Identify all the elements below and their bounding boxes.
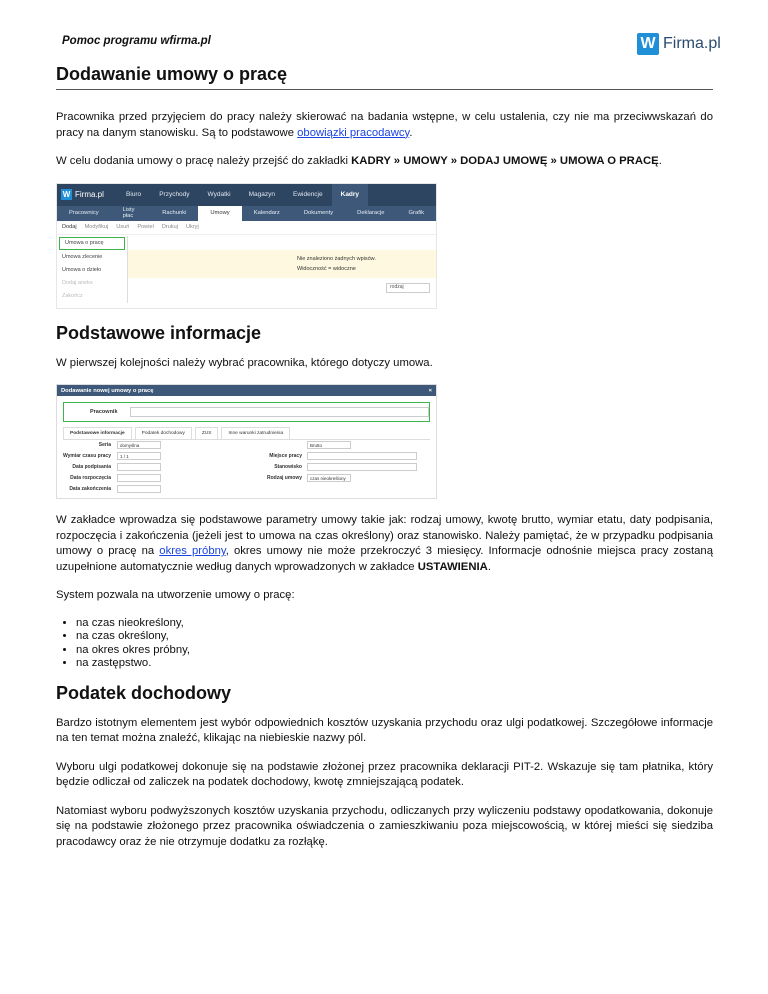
list-item: • na zastępstwo. bbox=[76, 657, 713, 671]
s1-nav-kadry: Kadry bbox=[332, 184, 368, 206]
intro-paragraph-1: Pracownika przed przyjęciem do pracy należy skierować na badania wstępne, w celu ustalenia, czy nie ma przeciwwskazań do pracy na danym stanowisku. Są to podstawowe obowiązki pracodawcy. bbox=[56, 111, 713, 139]
s1-menu-umowa-o-dzielo: Umowa o dzieło bbox=[62, 267, 102, 273]
section2-paragraph-2: Wyboru ulgi podatkowej dokonuje się na podstawie złożonej przez pracownika deklaracji PIT-2. Wskazuje się tam płatnika, który będzie odliczał od zaliczek na podatek dochodowy, kwotę zmniejszającą podatek. bbox=[56, 760, 713, 788]
s1-sub-rachunki: Rachunki bbox=[162, 210, 187, 216]
s2-tab-inne: Inne warunki zatrudnienia bbox=[221, 427, 290, 439]
s1-nav-wydatki: Wydatki bbox=[207, 191, 231, 198]
s2-fld-seria: domyślna bbox=[117, 441, 161, 449]
s2-tab-podstawowe: Podstawowe informacje bbox=[63, 427, 132, 439]
s2-lbl-rozpoczecia: Data rozpoczęcia bbox=[70, 474, 111, 481]
s2-fld-rozpoczecia bbox=[117, 474, 161, 482]
s1-tool-modyfikuj: Modyfikuj bbox=[84, 224, 109, 230]
s1-nav-magazyn: Magazyn bbox=[248, 191, 275, 198]
header-note: Pomoc programu wfirma.pl bbox=[62, 35, 211, 47]
s1-sub-umowy: Umowy bbox=[198, 206, 241, 221]
s1-tool-powiel: Powiel bbox=[137, 224, 154, 230]
s2-pracownik-field bbox=[130, 407, 429, 417]
s1-menu-dodaj-aneks: Dodaj aneks bbox=[62, 280, 93, 286]
s2-close-icon: × bbox=[428, 387, 432, 394]
s1-info-line-1: Nie znaleziono żadnych wpisów. bbox=[297, 255, 376, 262]
s1-sub-deklaracje: Deklaracje bbox=[357, 210, 385, 216]
s1-tool-ukryj: Ukryj bbox=[185, 224, 199, 230]
section-heading-podstawowe: Podstawowe informacje bbox=[56, 322, 262, 343]
s2-fld-brutto: Brutto bbox=[307, 441, 351, 449]
s1-info-box bbox=[128, 250, 436, 278]
s1-nav-ewidencje: Ewidencje bbox=[292, 191, 323, 198]
screenshot-kadry-umowy bbox=[56, 183, 437, 309]
s1-dropdown-menu bbox=[57, 236, 128, 303]
s1-menu-umowa-zlecenie: Umowa zlecenie bbox=[62, 254, 103, 260]
s2-lbl-miejsce: Miejsce pracy bbox=[269, 452, 302, 459]
s2-fld-wymiar: 1 / 1 bbox=[117, 452, 161, 460]
s2-fld-rodzaj: czas nieokreślony bbox=[307, 474, 351, 482]
s1-logo-text: Firma.pl bbox=[75, 190, 104, 199]
s2-fld-stanowisko bbox=[307, 463, 417, 471]
list-item: • na okres okres próbny, bbox=[76, 644, 713, 658]
s2-fld-miejsce bbox=[307, 452, 417, 460]
document-content bbox=[56, 64, 713, 863]
s1-sub-pracownicy: Pracownicy bbox=[69, 210, 99, 216]
s2-tab-zus: ZUS bbox=[195, 427, 219, 439]
section2-paragraph-3: Natomiast wyboru podwyższonych kosztów uzyskania przychodu, odliczanych przy wyliczeniu podstawy opodatkowania, dokonuje się na podstawie złożonego przez pracownika oświadczenia o zamieszkiwaniu poza miejscowością, w której mieści się siedziba pracodawcy oraz że nie otrzymuje dodatku za rozłąkę. bbox=[56, 804, 713, 848]
page-title: Dodawanie umowy o pracę bbox=[56, 64, 713, 90]
contract-types-list bbox=[76, 617, 713, 671]
s1-info-line-2: Widoczność = widoczne bbox=[297, 265, 356, 272]
screenshot-dodawanie-umowy bbox=[56, 384, 437, 499]
s1-sub-kalendarz: Kalendarz bbox=[253, 210, 280, 216]
section1-paragraph-1: W pierwszej kolejności należy wybrać pracownika, którego dotyczy umowa. bbox=[56, 356, 433, 369]
section2-paragraph-1: Bardzo istotnym elementem jest wybór odpowiednich kosztów uzyskania przychodu oraz ulgi podatkowej. Szczegółowe informacje na ten temat można znaleźć, klikając na niebieskie nazwy pól. bbox=[56, 716, 713, 744]
s2-fld-podpisania bbox=[117, 463, 161, 471]
s1-logo-mark: W bbox=[62, 190, 71, 199]
s2-lbl-stanowisko: Stanowisko bbox=[274, 463, 302, 470]
s2-lbl-rodzaj: Rodzaj umowy bbox=[266, 474, 302, 481]
s2-pracownik-label: Pracownik bbox=[90, 409, 118, 415]
list-item: • na czas określony, bbox=[76, 630, 713, 644]
section1-paragraph-3: System pozwala na utworzenie umowy o pracę: bbox=[56, 589, 295, 601]
intro-paragraph-2: W celu dodania umowy o pracę należy przejść do zakładki KADRY » UMOWY » DODAJ UMOWĘ » UMOWA O PRACĘ. bbox=[56, 155, 662, 167]
s2-lbl-zakonczenia: Data zakończenia bbox=[69, 485, 111, 492]
logo-text: Firma.pl bbox=[663, 35, 721, 52]
s1-menu-umowa-o-prace: Umowa o pracę bbox=[59, 237, 125, 250]
s1-sub-listy: Listy płac bbox=[122, 207, 135, 219]
section-heading-podatek: Podatek dochodowy bbox=[56, 682, 232, 703]
okres-probny-link[interactable]: okres próbny bbox=[159, 545, 226, 557]
s2-lbl-podpisania: Data podpisania bbox=[72, 463, 111, 470]
s1-tool-dodaj: Dodaj bbox=[62, 224, 77, 230]
obowiazki-link[interactable]: obowiązki pracodawcy bbox=[297, 126, 410, 139]
list-item: • na czas nieokreślony, bbox=[76, 617, 713, 631]
wfirma-logo[interactable] bbox=[637, 33, 721, 55]
s2-lbl-wymiar: Wymiar czasu pracy bbox=[63, 452, 111, 459]
s2-fld-zakonczenia bbox=[117, 485, 161, 493]
s1-select: rodzaj bbox=[386, 283, 430, 293]
s2-title: Dodawanie nowej umowy o pracę bbox=[61, 387, 154, 394]
s1-tool-usun: Usuń bbox=[116, 224, 130, 230]
s2-tab-podatek: Podatek dochodowy bbox=[135, 427, 192, 439]
s1-nav-biuro: Biuro bbox=[126, 191, 142, 198]
section1-paragraph-2: W zakładce wprowadza się podstawowe parametry umowy takie jak: rodzaj umowy, kwotę brutto, wymiar etatu, daty podpisania, rozpoczęcia i zakończenia (jeżeli jest to umowa na czas określony) oraz stanowisko. Należy pamiętać, że w przypadku podpisania umowy o pracę na okres próbny, okres umowy nie może przekroczyć 3 miesięcy. Informacje odnośnie miejsca pracy zostaną uzupełnione automatycznie według danych wprowadzonych w zakładce USTAWIENIA. bbox=[56, 514, 713, 573]
s1-tool-drukuj: Drukuj bbox=[161, 224, 178, 230]
logo-mark: W bbox=[637, 33, 659, 55]
s1-sub-dokumenty: Dokumenty bbox=[303, 210, 334, 216]
s1-sub-grafik: Grafik bbox=[408, 210, 424, 216]
s2-lbl-seria: Seria bbox=[98, 441, 111, 448]
s1-menu-zakoncz: Zakończ bbox=[62, 293, 83, 299]
s1-nav-przychody: Przychody bbox=[159, 191, 190, 198]
